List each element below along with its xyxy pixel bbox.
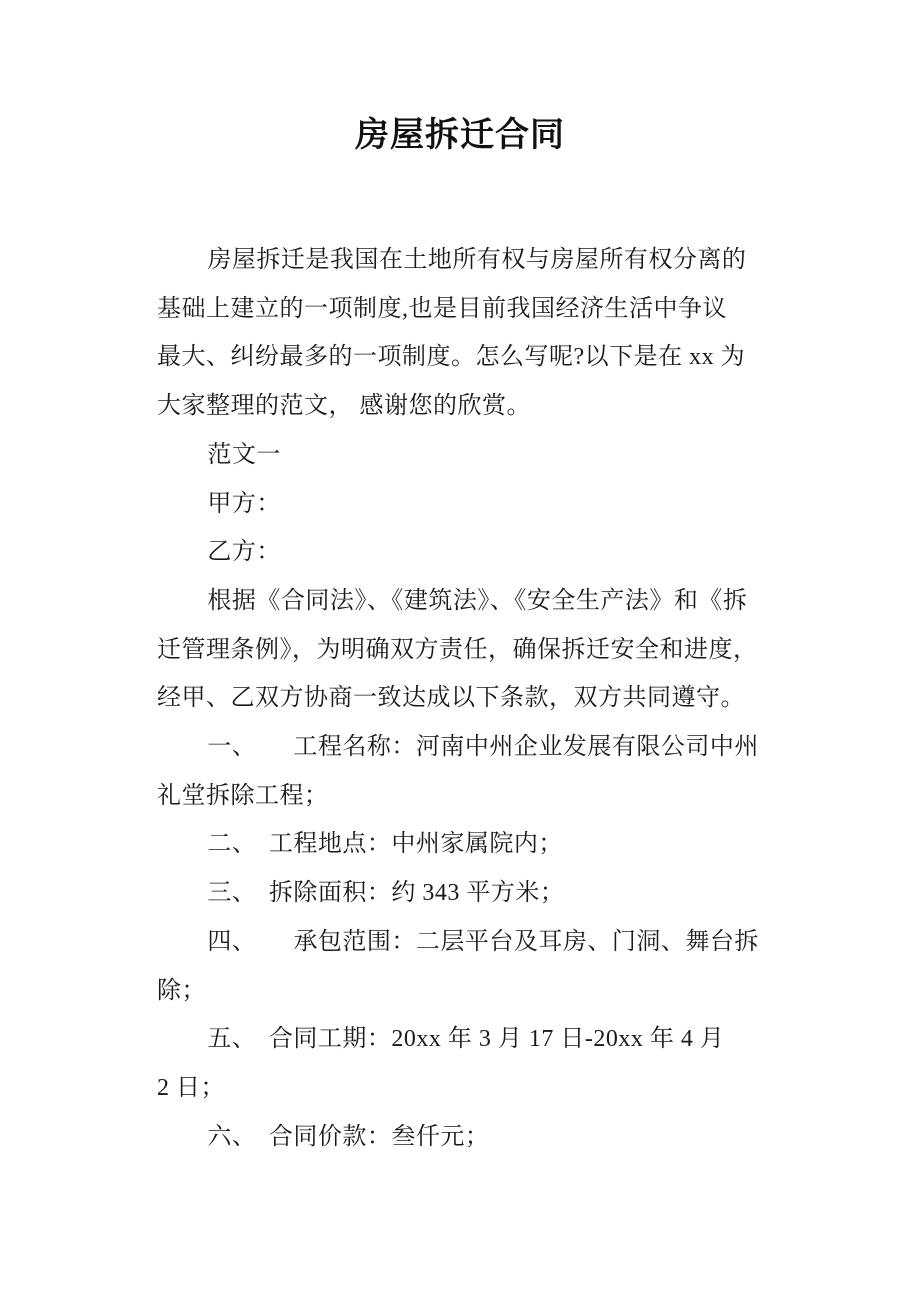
paragraph: 二、 工程地点：中州家属院内； xyxy=(207,831,563,858)
paragraph: 乙方： xyxy=(207,539,281,566)
document-title: 房屋拆迁合同 xyxy=(355,117,565,154)
document-body xyxy=(157,236,763,1161)
paragraph: 三、 拆除面积：约 343 平方米； xyxy=(207,880,565,907)
paragraph: 甲方： xyxy=(207,490,281,517)
paragraph: 根据《合同法》、《建筑法》、《安全生产法》和《拆 迁管理条例》，为明确双方责任，确保拆迁安全和进度， 经甲、乙双方协商一致达成以下条款，双方共同遵守。 xyxy=(157,587,758,712)
paragraph: 六、 合同价款：叁仟元； xyxy=(207,1123,490,1150)
paragraph: 四、 承包范围：二层平台及耳房、门洞、舞台拆 除； xyxy=(157,928,759,1004)
paragraph: 五、 合同工期：20xx 年 3 月 17 日-20xx 年 4 月 2 日； xyxy=(157,1026,725,1101)
paragraph: 房屋拆迁是我国在土地所有权与房屋所有权分离的 基础上建立的一项制度,也是目前我国经济生活中争议 最大、纠纷最多的一项制度。怎么写呢?以下是在 xx 为 大家整理的范文， 感谢您的欣赏。 xyxy=(157,247,747,420)
paragraph: 范文一 xyxy=(207,441,281,468)
paragraph: 一、 工程名称：河南中州企业发展有限公司中州 礼堂拆除工程； xyxy=(157,734,759,809)
